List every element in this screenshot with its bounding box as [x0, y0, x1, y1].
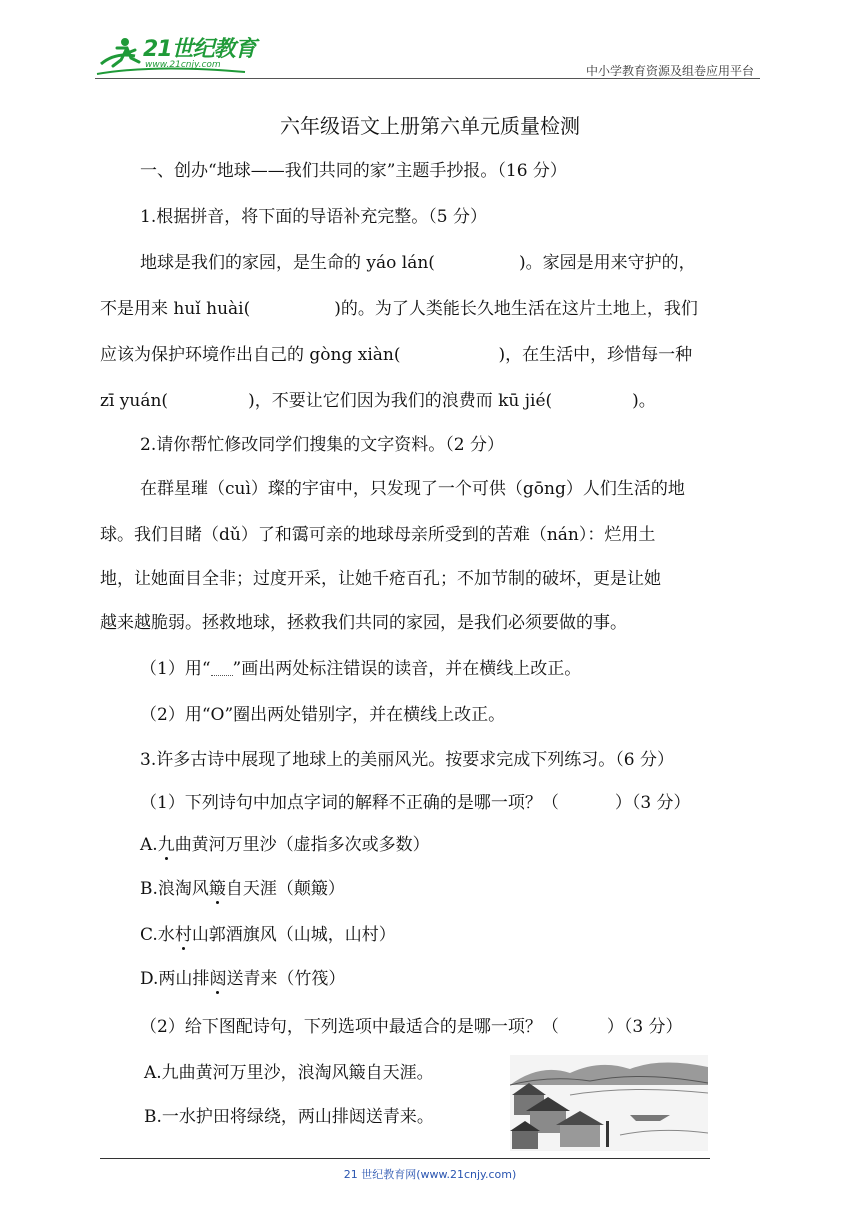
- text: )，在生活中，珍惜每一种: [498, 345, 693, 365]
- question-1-heading: 1.根据拼音，将下面的导语补充完整。（5 分）: [140, 207, 487, 227]
- question-2-sub-1: [140, 654, 581, 679]
- text: （1）下列诗句中加点字词的解释不正确的是哪一项？（: [140, 793, 559, 813]
- text: 曲黄河万里沙（虚指多次或多数）: [174, 835, 430, 855]
- logo-text: 21世纪教育: [143, 37, 256, 62]
- page-header: [95, 30, 760, 80]
- text: D.两山排: [140, 969, 210, 989]
- question-1-line-4: [100, 386, 656, 411]
- platform-name: 中小学教育资源及组卷应用平台: [585, 64, 754, 78]
- wavy-line-icon: [211, 663, 233, 676]
- choice-b: B.一水护田将绿绕，两山排闼送青来。: [144, 1107, 434, 1127]
- text: （1）用“: [140, 659, 211, 679]
- question-2-passage-4: 越来越脆弱。拯救地球，拯救我们共同的家园，是我们必须要做的事。: [100, 613, 627, 633]
- page-title: 六年级语文上册第六单元质量检测: [280, 114, 580, 138]
- dotted-char: 九: [158, 830, 175, 855]
- option-d: [140, 964, 345, 989]
- text: 应该为保护环境作出自己的 gòng xiàn(: [100, 345, 401, 365]
- question-2-passage-1: 在群星璀（cuì）璨的宇宙中，只发现了一个可供（gōng）人们生活的地: [140, 479, 685, 499]
- header-divider: [95, 78, 760, 79]
- text: 地球是我们的家园，是生命的 yáo lán(: [140, 253, 435, 273]
- section-heading: 一、创办“地球——我们共同的家”主题手抄报。（16 分）: [140, 161, 567, 181]
- question-3-heading: 3.许多古诗中展现了地球上的美丽风光。按要求完成下列练习。（6 分）: [140, 750, 674, 770]
- question-3-sub-2: [140, 1012, 683, 1037]
- option-b: [140, 874, 345, 899]
- dotted-char: 簸: [209, 874, 226, 899]
- text: )的。为了人类能长久地生活在这片土地上，我们: [334, 299, 698, 319]
- dotted-char: 闼: [209, 964, 226, 989]
- option-a: [140, 830, 430, 855]
- text: C.水: [140, 925, 175, 945]
- village-landscape-illustration: [510, 1055, 708, 1151]
- text: ）（3 分）: [606, 1017, 683, 1037]
- text: ）（3 分）: [614, 793, 691, 813]
- text: )。: [632, 391, 656, 411]
- text: B.浪淘风: [140, 879, 209, 899]
- text: ”画出两处标注错误的读音，并在横线上改正。: [232, 659, 582, 679]
- text: A.: [140, 835, 158, 855]
- question-3-sub-1: [140, 788, 691, 813]
- text: )，不要让它们因为我们的浪费而 kū jié(: [248, 391, 553, 411]
- question-2-passage-2: 球。我们目睹（dǔ）了和霭可亲的地球母亲所受到的苦难（nán）：烂用土: [100, 525, 656, 545]
- question-2-passage-3: 地，让她面目全非；过度开采，让她千疮百孔；不加节制的破坏，更是让她: [100, 569, 661, 589]
- text: 自天涯（颠簸）: [225, 879, 345, 899]
- text: （2）给下图配诗句，下列选项中最适合的是哪一项？（: [140, 1017, 559, 1037]
- text: 山郭酒旗风（山城，山村）: [191, 925, 396, 945]
- question-2-sub-2: （2）用“O”圈出两处错别字，并在横线上改正。: [140, 705, 506, 725]
- logo-url: www.21cnjy.com: [145, 60, 221, 70]
- question-1-line-3: [100, 340, 692, 365]
- dotted-char: 村: [175, 920, 192, 945]
- footer-text: 21 世纪教育网(www.21cnjy.com): [343, 1168, 517, 1181]
- footer-divider: [100, 1158, 710, 1159]
- option-c: [140, 920, 396, 945]
- text: zī yuán(: [100, 391, 169, 411]
- text: 送青来（竹筏）: [226, 969, 346, 989]
- text: 不是用来 huǐ huài(: [100, 299, 251, 319]
- question-1-line-1: [140, 248, 696, 273]
- choice-a: A.九曲黄河万里沙，浪淘风簸自天涯。: [144, 1063, 434, 1083]
- text: )。家园是用来守护的，: [518, 253, 696, 273]
- question-1-line-2: [100, 294, 698, 319]
- question-2-heading: 2.请你帮忙修改同学们搜集的文字资料。（2 分）: [140, 435, 504, 455]
